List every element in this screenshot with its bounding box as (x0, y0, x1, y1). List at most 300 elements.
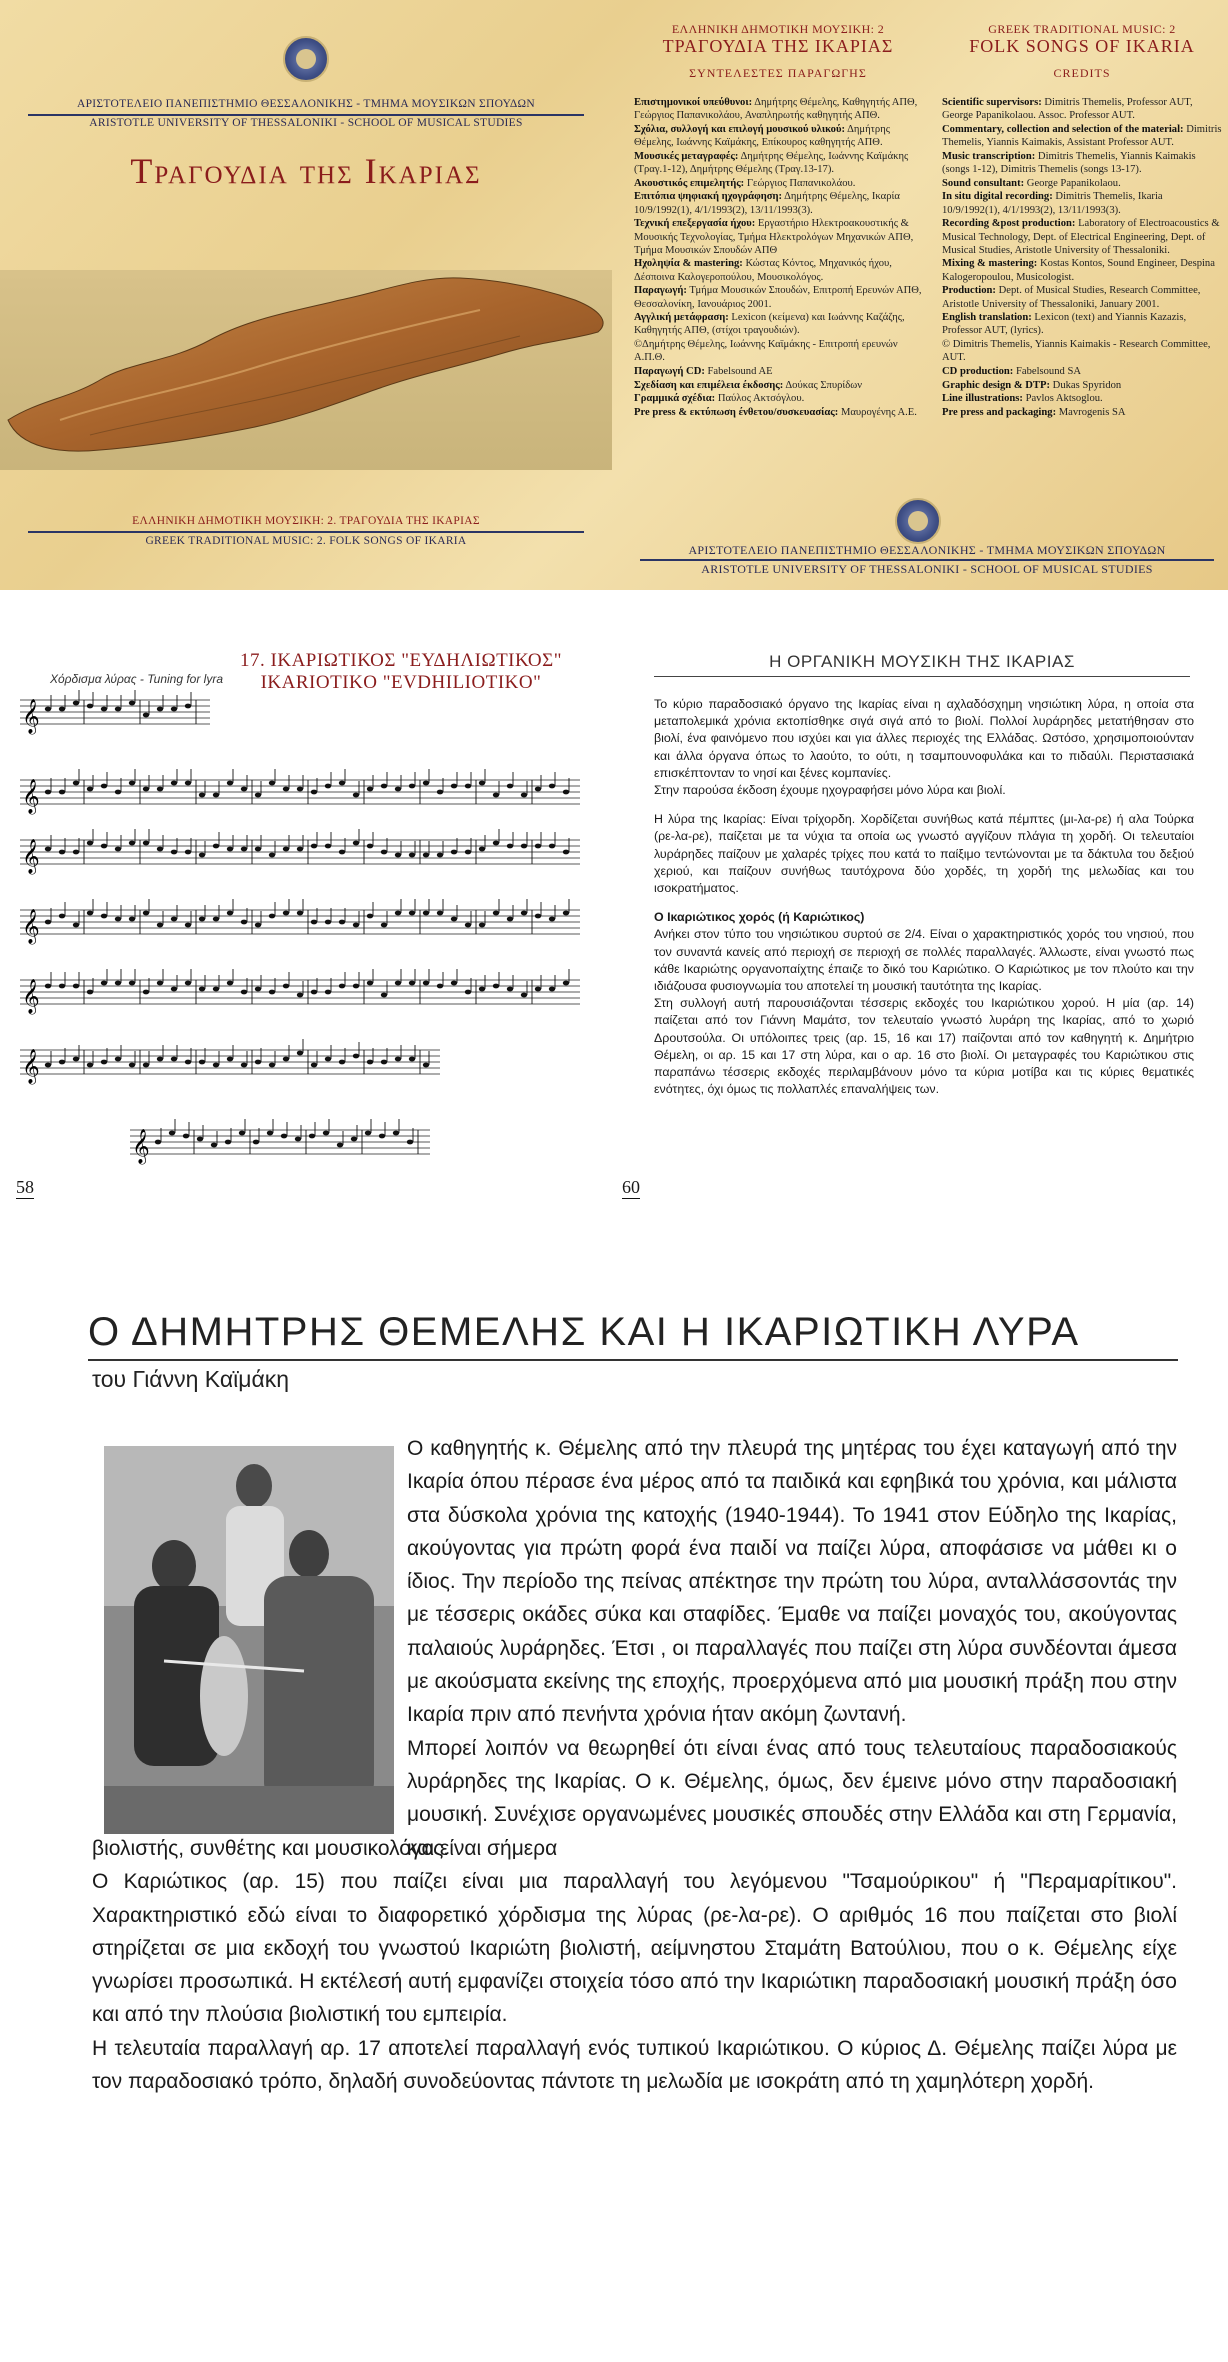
note-head (115, 981, 121, 986)
note-head (199, 1060, 205, 1065)
credit-label: Τεχνική επεξεργασία ήχου: (634, 218, 756, 230)
credits-en-item (942, 406, 1222, 419)
note-head (185, 923, 191, 928)
credit-text: Fabelsound SA (1013, 366, 1082, 378)
note-head (339, 850, 345, 855)
credit-text: Kostas Kontos, Sound Engineer, Despina Kalogeropoulou, Musicologist. (942, 258, 1215, 283)
note-head (197, 1137, 203, 1142)
note-head (437, 911, 443, 916)
treble-clef-icon: 𝄞 (22, 1049, 40, 1084)
note-head (267, 1131, 273, 1136)
note-head (507, 917, 513, 922)
staff-line-group (130, 1119, 430, 1165)
credit-text: George Papanikolaou. (1024, 177, 1121, 189)
note-head (269, 914, 275, 919)
credit-text: Δημήτρης Θέμελης, Ιωάννης Καϊμάκης, Επίκουρος καθηγητής ΑΠΘ. (634, 123, 890, 149)
note-head (157, 923, 163, 928)
note-head (353, 1054, 359, 1059)
note-head (493, 793, 499, 798)
note-head (353, 793, 359, 798)
note-head (367, 844, 373, 849)
credit-label: Scientific supervisors: (942, 97, 1042, 108)
note-head (241, 920, 247, 925)
note-head (73, 781, 79, 786)
ikaria-map-illustration (0, 270, 612, 470)
article-author: του Γιάννη Καϊμάκη (92, 1366, 290, 1392)
note-head (129, 701, 135, 706)
credits-greek-column (628, 0, 928, 590)
note-head (325, 784, 331, 789)
note-head (283, 847, 289, 852)
note-head (155, 1140, 161, 1145)
staff-line-group (20, 899, 580, 945)
credits-gr-series: ΕΛΛΗΝΙΚΗ ΔΗΜΟΤΙΚΗ ΜΟΥΣΙΚΗ: 2 (671, 22, 885, 36)
note-head (269, 781, 275, 786)
note-head (479, 781, 485, 786)
note-head (409, 784, 415, 789)
note-head (213, 987, 219, 992)
organ-paragraph-2: Η λύρα της Ικαρίας: Είναι τρίχορδη. Χορδίζεται συνήθως κατά πέμπτες (μι-λα-ρε) ή αλα Τούρκα (ρε-λα-ρε), παίζεται με τα νύχια τα οποία ως γνωστό αγγίζουν πλάγια τη χορδή. Οι τελευταίοι λυράρηδες παίζουν με χαλαρές τρίχες που κατά το παίξιμο τεντώνονται με τα δάκτυλα του δεξιού χεριού, και παίζουν συνήθως ταυτόχρονα δύο χορδές, τη χορδή της μελωδίας και του ισοκρατήματος. (654, 812, 1194, 896)
note-head (297, 847, 303, 852)
note-head (409, 853, 415, 858)
note-head (423, 981, 429, 986)
note-head (339, 920, 345, 925)
note-head (45, 707, 51, 712)
treble-clef-icon: 𝄞 (132, 1129, 150, 1164)
note-head (101, 844, 107, 849)
note-head (157, 981, 163, 986)
treble-clef-icon: 𝄞 (22, 839, 40, 874)
note-head (311, 1063, 317, 1068)
note-head (407, 1140, 413, 1145)
note-head (339, 984, 345, 989)
credit-label: Commentary, collection and selection of the material: (942, 123, 1184, 135)
cover-series-gr: ΕΛΛΗΝΙΚΗ ΔΗΜΟΤΙΚΗ ΜΟΥΣΙΚΗ: 2. ΤΡΑΓΟΥΔΙΑ ΤΗΣ ΙΚΑΡΙΑΣ (132, 515, 480, 527)
university-seal-small-icon (895, 498, 941, 544)
note-head (59, 850, 65, 855)
note-head (563, 981, 569, 986)
note-head (129, 981, 135, 986)
note-head (437, 790, 443, 795)
note-head (451, 784, 457, 789)
staff-line-group (20, 829, 580, 875)
note-head (353, 984, 359, 989)
note-head (185, 850, 191, 855)
note-head (87, 911, 93, 916)
credits-en-heading: CREDITS (1053, 66, 1111, 80)
note-head (367, 787, 373, 792)
note-head (129, 841, 135, 846)
credit-label: Graphic design & DTP: (942, 379, 1051, 391)
credits-english-column (936, 0, 1228, 590)
credits-en-item (942, 123, 1222, 149)
note-head (143, 713, 149, 718)
credit-text: Μαυρογένης Α.Ε. (838, 407, 917, 419)
note-head (535, 987, 541, 992)
note-head (59, 790, 65, 795)
credits-gr-title: ΤΡΑΓΟΥΔΙΑ ΤΗΣ ΙΚΑΡΙΑΣ (662, 36, 894, 56)
note-head (185, 981, 191, 986)
note-head (325, 1057, 331, 1062)
note-head (367, 914, 373, 919)
note-head (395, 911, 401, 916)
note-head (211, 1143, 217, 1148)
note-head (129, 917, 135, 922)
note-head (295, 1137, 301, 1142)
credits-en-item (942, 311, 1222, 337)
credits-en-list (942, 96, 1222, 420)
credit-text: Dimitris Themelis, Ikaria 10/9/1992(1), 4/1/1993(2), 13/11/1993(3). (942, 191, 1163, 216)
article-page (0, 1296, 1228, 2362)
note-head (493, 911, 499, 916)
page-number-right: 60 (622, 1177, 640, 1197)
note-head (227, 1057, 233, 1062)
cd-booklet-spread (0, 0, 1228, 590)
organ-paragraph-3: Ανήκει στον τύπο του νησιώτικου συρτού σε 2/4. Είναι ο χαρακτηριστικός χορός του νησιού, που τον συναντά κανείς από περιοχή σε περιοχή σε πολλές παραλλαγές. Άλλωστε, είναι γνωστό πως κάθε Ικαριώτης οργανοπαίχτης έπαιζε το δικό του Καριώτικο. Ο Καριώτικος με τον πλούτο και την ιδιάζουσα φυσιογνωμία του αποτελεί τη μουσική ταυτότητα της Ικαρίας. (654, 927, 1194, 994)
credit-text: Pavlos Aktsoglou. (1022, 393, 1103, 405)
note-head (143, 841, 149, 846)
credits-en-item (942, 392, 1222, 405)
note-head (521, 911, 527, 916)
note-head (465, 850, 471, 855)
note-head (479, 987, 485, 992)
note-head (45, 790, 51, 795)
note-head (437, 984, 443, 989)
university-seal-icon (283, 36, 329, 82)
credit-label: Pre press and packaging: (942, 407, 1057, 419)
credit-label: In situ digital recording: (942, 191, 1053, 203)
note-head (171, 707, 177, 712)
note-head (423, 911, 429, 916)
note-head (143, 911, 149, 916)
note-head (535, 787, 541, 792)
music-score-staves (20, 690, 600, 1170)
credit-label: Ηχοληψία & mastering: (634, 258, 743, 270)
note-head (115, 917, 121, 922)
note-head (157, 787, 163, 792)
article-wrapped-text (407, 1432, 1177, 1865)
note-head (241, 787, 247, 792)
note-head (353, 923, 359, 928)
credit-label: Pre press & εκτύπωση ένθετου/συσκευασίας: (634, 407, 839, 419)
note-head (143, 1063, 149, 1068)
note-head (171, 987, 177, 992)
note-head (479, 847, 485, 852)
note-head (563, 790, 569, 795)
credit-label: Production: (942, 285, 996, 297)
credit-text: Lexicon (text) and Yiannis Kazazis, Professor AUT, (lyrics). (942, 312, 1187, 337)
note-head (255, 847, 261, 852)
note-head (393, 1131, 399, 1136)
credits-gr-item (634, 150, 922, 176)
note-head (395, 981, 401, 986)
credits-gr-item (634, 123, 922, 149)
cover-rule-bottom (28, 531, 584, 533)
note-head (45, 920, 51, 925)
credit-text: Τμήμα Μουσικών Σπουδών, Επιτροπή Ερευνών ΑΠΘ, Θεσσαλονίκη, Ιανουάριος 2001. (634, 285, 922, 310)
cover-university-gr: ΑΡΙΣΤΟΤΕΛΕΙΟ ΠΑΝΕΠΙΣΤΗΜΙΟ ΘΕΣΣΑΛΟΝΙΚΗΣ - ΤΜΗΜΑ ΜΟΥΣΙΚΩΝ ΣΠΟΥΔΩΝ (77, 98, 535, 110)
credits-en-item (942, 96, 1222, 122)
note-head (45, 984, 51, 989)
credits-gr-item (634, 392, 922, 405)
note-head (115, 1057, 121, 1062)
note-head (227, 781, 233, 786)
credits-en-item (942, 365, 1222, 378)
organ-paragraph-4: Στη συλλογή αυτή παρουσιάζονται τέσσερις εκδοχές του Ικαριώτικου χορού. Η μία (αρ. 14) παίζεται από τον Γιάννη Μαμάτσ, τον τελευταίο γνωστό λυράρη της Ικαρίας, από το χωριό Δρουτσούλα. Οι υπόλοιπες τρεις (αρ. 15, 16 και 17) παίζονται από τον καθηγητή κ. Δημήτριο Θέμελη, οι αρ. 15 και 17 στη λύρα, και ο αρ. 16 στο βιολί. Οι μεταγραφές του Καριώτικου στις παραπάνω τέσσερις εκδοχές περιλαμβάνουν μόνο τα κύρια μοτίβα και τις κύριες θεματικές ενότητες, όχι όμως τις πολλαπλές επαναλήψεις των. (654, 996, 1194, 1097)
note-head (241, 847, 247, 852)
note-head (479, 923, 485, 928)
note-head (325, 844, 331, 849)
note-head (169, 1131, 175, 1136)
credit-text: Fabelsound AE (704, 366, 773, 378)
note-head (59, 1060, 65, 1065)
note-head (253, 1140, 259, 1145)
credit-label: English translation: (942, 312, 1032, 324)
page-number-left: 58 (16, 1177, 34, 1197)
note-head (297, 993, 303, 998)
credit-text: Εργαστήριο Ηλεκτροακουστικής & Μουσικής Τεχνολογίας, Τμήμα Ηλεκτρολόγων Μηχανικών ΑΠΘ, Τμήμα Μουσικών Σπουδών ΑΠΘ (634, 218, 914, 256)
note-head (199, 853, 205, 858)
note-head (325, 920, 331, 925)
credits-gr-list (634, 96, 922, 420)
note-head (563, 850, 569, 855)
organ-subheading: Ο Ικαριώτικος χορός (ή Καριώτικος) (654, 910, 865, 925)
note-head (73, 984, 79, 989)
note-head (185, 704, 191, 709)
note-head (101, 981, 107, 986)
historic-photo-lyra-players (104, 1446, 394, 1834)
treble-clef-icon: 𝄞 (22, 909, 40, 944)
credits-gr-item (634, 177, 922, 190)
note-head (73, 923, 79, 928)
note-head (339, 781, 345, 786)
credit-label: Ακουστικός επιμελητής: (634, 177, 745, 189)
note-head (171, 917, 177, 922)
article-paragraph-2a: Μπορεί λοιπόν να θεωρηθεί ότι είναι ένας από τους τελευταίους παραδοσιακούς λυράρηδες της Ικαρίας. Ο κ. Θέμελης, όμως, δεν έμεινε μόνο στην παραδοσιακή μουσική. Συνέχισε οργανωμένες μουσικές σπουδές στην Ελλάδα και στη Γερμανία, και είναι σήμερα (407, 1736, 1177, 1860)
note-head (297, 1051, 303, 1056)
note-head (129, 1063, 135, 1068)
credits-gr-item (634, 217, 922, 257)
note-head (87, 787, 93, 792)
credits-gr-item (634, 365, 922, 378)
note-head (381, 1060, 387, 1065)
note-head (45, 1063, 51, 1068)
article-paragraph-1: Ο καθηγητής κ. Θέμελης από την πλευρά της μητέρας του έχει καταγωγή από την Ικαρία όπου πέρασε ένα μέρος από τα παιδικά και εφηβικά του χρόνια, και μάλιστα στα δύσκολα χρόνια της κατοχής (1940-1944). Το 1941 στον Εύδηλο της Ικαρίας, ακούγοντας για πρώτη φορά ένα παιδί να παίζει λύρα, αποφάσισε να μάθει κι ο ίδιος. Την περίοδο της πείνας απέκτησε την πρώτη του λύρα, ανταλλάσσοντάς την με τέσσερις οκάδες σύκα και σταφίδες. Έμαθε να παίζει μοναχός του, ακούγοντας παλαιούς λυράρηδες. Έτσι , οι παραλλαγές που παίζει στη λύρα συνδέονται άμεσα με ακούσματα εκείνης της εποχής, προερχόμενα από μια μουσική πράξη που στην Ικαρία πριν από πενήντα χρόνια ήταν ακόμη ζωντανή. (407, 1437, 1177, 1727)
note-head (115, 847, 121, 852)
note-head (73, 701, 79, 706)
credits-en-item (942, 190, 1222, 216)
note-head (199, 793, 205, 798)
note-head (297, 787, 303, 792)
treble-clef-icon: 𝄞 (22, 979, 40, 1014)
credit-text: Dimitris Themelis, Yiannis Kaimakis (songs 1-12), Dimitris Themelis (songs 13-17). (942, 150, 1196, 176)
note-head (213, 917, 219, 922)
note-head (143, 787, 149, 792)
note-head (351, 1137, 357, 1142)
credit-text: Παύλος Ακτσόγλου. (715, 393, 805, 405)
note-head (283, 787, 289, 792)
credits-en-item (942, 379, 1222, 392)
note-head (451, 917, 457, 922)
note-head (101, 707, 107, 712)
note-head (225, 1140, 231, 1145)
note-head (283, 1057, 289, 1062)
note-head (521, 844, 527, 849)
credit-text: Γεώργιος Παπανικολάου. (744, 177, 856, 189)
note-head (409, 1057, 415, 1062)
note-head (101, 914, 107, 919)
credit-label: Αγγλική μετάφραση: (634, 312, 729, 324)
credits-gr-item (634, 96, 922, 122)
credits-en-item (942, 257, 1222, 283)
note-head (381, 993, 387, 998)
credit-label: CD production: (942, 366, 1014, 378)
note-head (87, 841, 93, 846)
note-head (563, 911, 569, 916)
note-head (87, 990, 93, 995)
credit-label: Γραμμικά σχέδια: (634, 393, 716, 405)
note-head (549, 917, 555, 922)
note-head (157, 847, 163, 852)
credit-text: Dimitris Themelis, Professor AUT, George Papanikolaou. Assoc. Professor AUT. (942, 97, 1193, 122)
note-head (353, 841, 359, 846)
note-head (171, 850, 177, 855)
article-paragraph-2b: βιολιστής, συνθέτης και μουσικολόγος. (92, 1837, 450, 1860)
credits-gr-heading: ΣΥΝΤΕΛΕΣΤΕΣ ΠΑΡΑΓΩΓΗΣ (689, 66, 867, 80)
credits-university-en: ARISTOTLE UNIVERSITY OF THESSALONIKI - SCHOOL OF MUSICAL STUDIES (701, 562, 1153, 576)
score-and-text-spread (0, 600, 1228, 1210)
note-head (493, 984, 499, 989)
note-head (73, 1057, 79, 1062)
credit-label: Μουσικές μεταγραφές: (634, 150, 739, 162)
credits-gr-item (634, 311, 922, 337)
credits-en-item (942, 284, 1222, 310)
note-head (367, 981, 373, 986)
note-head (101, 1060, 107, 1065)
tuning-caption: Χόρδισμα λύρας - Tuning for lyra (50, 672, 224, 686)
note-head (269, 990, 275, 995)
note-head (311, 920, 317, 925)
note-head (143, 990, 149, 995)
treble-clef-icon: 𝄞 (22, 779, 40, 814)
credit-text: Κώστας Κόντος, Μηχανικός ήχου, Δέσποινα Καλογεροπούλου, Μουσικολόγος. (634, 258, 892, 283)
note-head (379, 1134, 385, 1139)
note-head (213, 1063, 219, 1068)
credits-en-item (942, 177, 1222, 190)
note-head (451, 981, 457, 986)
credits-gr-item (634, 406, 922, 419)
note-head (535, 844, 541, 849)
credit-text: © Dimitris Themelis, Yiannis Kaimakis - Research Committee, AUT. (942, 339, 1211, 364)
note-head (239, 1131, 245, 1136)
note-head (549, 784, 555, 789)
note-head (183, 1134, 189, 1139)
credit-label: Mixing & mastering: (942, 258, 1038, 270)
note-head (395, 1057, 401, 1062)
note-head (185, 1060, 191, 1065)
note-head (45, 847, 51, 852)
credit-text: Mavrogenis SA (1056, 407, 1126, 419)
note-head (213, 844, 219, 849)
score-title-en: IKARIOTIKO "EVDHILIOTIKO" (260, 672, 542, 693)
note-head (87, 704, 93, 709)
score-title-gr: 17. ΙΚΑΡΙΩΤΙΚΟΣ "ΕΥΔΗΛΙΩΤΙΚΟΣ" (240, 650, 562, 671)
credit-text: Laboratory of Electroacoustics & Musical Technology, Dept. of Electrical Engineering, Dept. of Musical Studies, Aristotle University of Thessaloniki. (942, 218, 1220, 256)
article-full-width-text (92, 1832, 1177, 2098)
note-head (549, 844, 555, 849)
credit-label: Παραγωγή CD: (634, 366, 705, 378)
note-head (337, 1143, 343, 1148)
note-head (157, 707, 163, 712)
note-head (339, 1060, 345, 1065)
credits-en-series: GREEK TRADITIONAL MUSIC: 2 (988, 22, 1176, 36)
note-head (129, 781, 135, 786)
note-head (255, 987, 261, 992)
note-head (171, 781, 177, 786)
note-head (507, 844, 513, 849)
note-head (227, 981, 233, 986)
note-head (423, 853, 429, 858)
credit-label: Recording &post production: (942, 218, 1076, 230)
note-head (437, 853, 443, 858)
treble-clef-icon: 𝄞 (22, 699, 40, 734)
credit-label: Sound consultant: (942, 177, 1025, 189)
credits-university-gr: ΑΡΙΣΤΟΤΕΛΕΙΟ ΠΑΝΕΠΙΣΤΗΜΙΟ ΘΕΣΣΑΛΟΝΙΚΗΣ - ΤΜΗΜΑ ΜΟΥΣΙΚΩΝ ΣΠΟΥΔΩΝ (688, 543, 1166, 557)
cover-university-en: ARISTOTLE UNIVERSITY OF THESSALONIKI - SCHOOL OF MUSICAL STUDIES (89, 117, 523, 129)
staff-line-group (20, 1039, 440, 1085)
note-head (199, 987, 205, 992)
note-head (521, 993, 527, 998)
note-head (227, 847, 233, 852)
staff-line-group (20, 769, 580, 815)
staff-line-group (20, 690, 210, 735)
note-head (507, 784, 513, 789)
note-head (535, 914, 541, 919)
credits-gr-item (634, 379, 922, 392)
note-head (423, 781, 429, 786)
note-head (59, 707, 65, 712)
credits-gr-item (634, 190, 922, 216)
note-head (241, 1063, 247, 1068)
note-head (311, 990, 317, 995)
note-head (255, 923, 261, 928)
credit-label: Line illustrations: (942, 393, 1023, 405)
note-head (465, 923, 471, 928)
credits-en-item (942, 217, 1222, 257)
note-head (381, 784, 387, 789)
note-head (451, 850, 457, 855)
note-head (87, 1063, 93, 1068)
note-head (227, 911, 233, 916)
credit-label: Επιτόπια ψηφιακή ηχογράφηση: (634, 191, 783, 203)
credits-gr-item (634, 338, 922, 364)
note-head (365, 1131, 371, 1136)
note-head (297, 911, 303, 916)
note-head (381, 923, 387, 928)
note-head (115, 790, 121, 795)
note-head (521, 793, 527, 798)
article-title: Ο ΔΗΜΗΤΡΗΣ ΘΕΜΕΛΗΣ ΚΑΙ Η ΙΚΑΡΙΩΤΙΚΗ ΛΥΡΑ (88, 1310, 1178, 1361)
credit-text: Dukas Spyridon (1050, 379, 1122, 391)
note-head (283, 911, 289, 916)
note-head (185, 781, 191, 786)
note-head (323, 1131, 329, 1136)
note-head (493, 841, 499, 846)
credit-label: Παραγωγή: (634, 285, 687, 297)
organ-paragraph-1: Το κύριο παραδοσιακό όργανο της Ικαρίας είναι η αχλαδόσχημη νησιώτικη λύρα, η οποία στα μεταπολεμικά χρόνια εκτοπίσθηκε σιγά σιγά από το βιολί. Πολλοί λυράρηδες μετατήθησαν στο βιολί, ένα φαινόμενο που ισχύει και για άλλες περιοχές της Ελλάδας. Ωστόσο, χρησιμοποιούνταν και άλλα όργανα όπως το λαούτο, το ούτι, η τσαμπουνοφυλάκα και το πιδαύλι. Περιστασιακά επισκέπτονταν το νησί και ξένες κομπανίες. Στην παρούσα έκδοση έχουμε ηχογραφήσει μόνο λύρα και βιολί. (654, 697, 1194, 798)
credit-text: Dimitris Themelis, Yiannis Kaimakis, Assistant Professor AUT. (942, 123, 1222, 149)
note-head (101, 784, 107, 789)
